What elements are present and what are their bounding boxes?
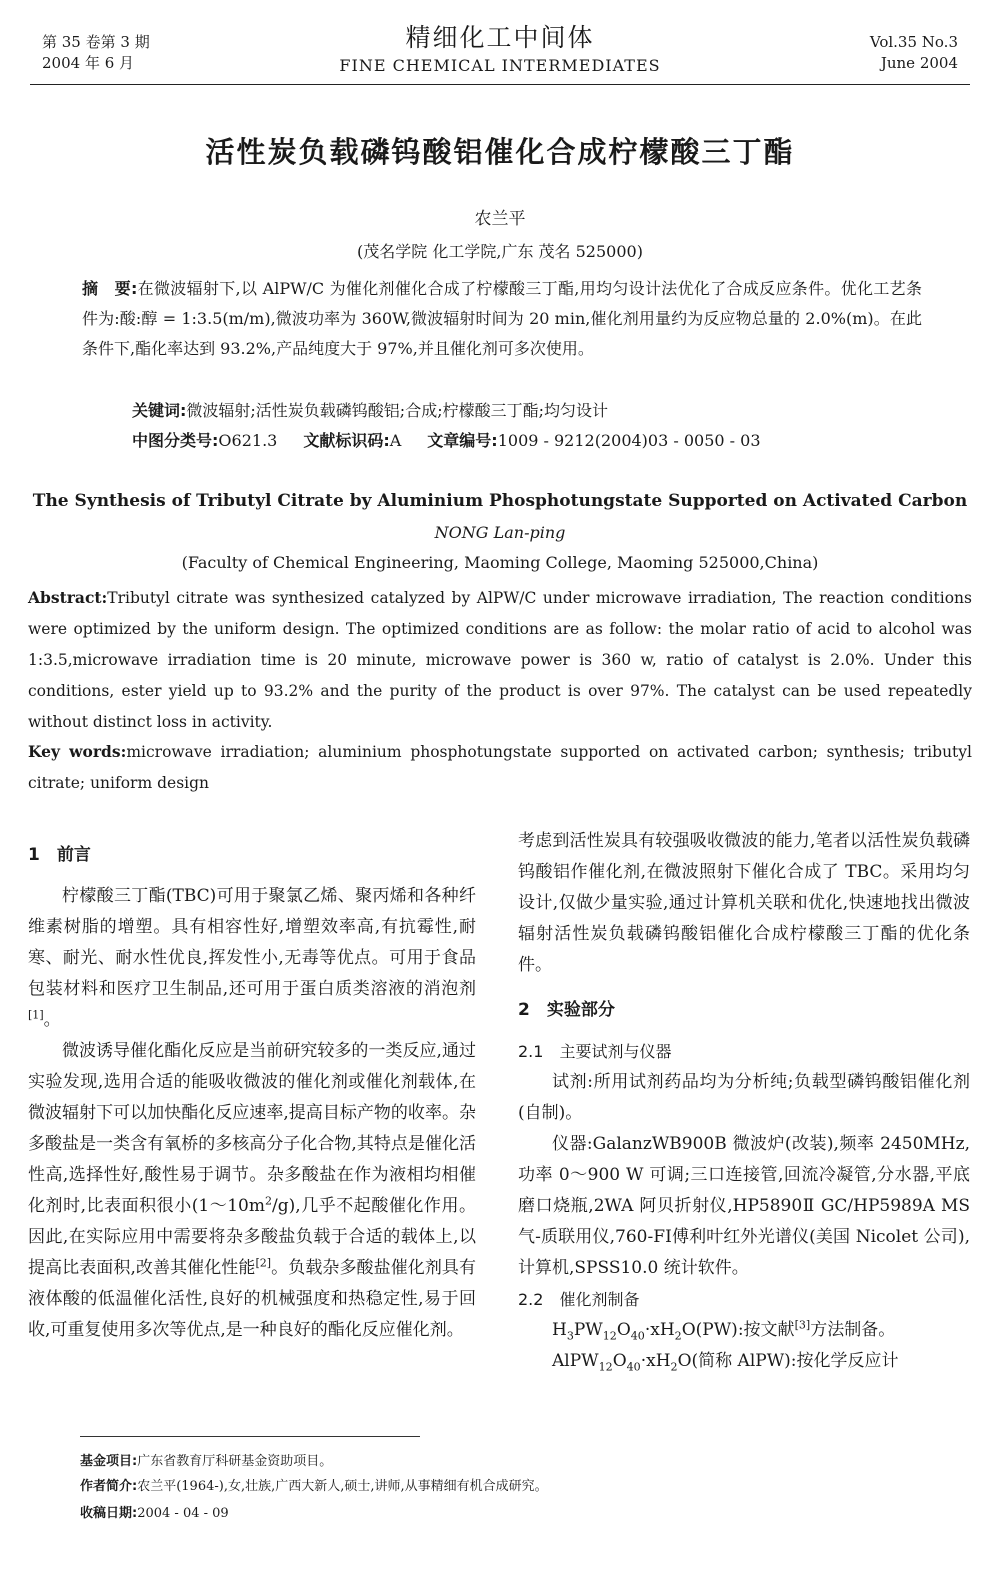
citation-ref: [2]	[255, 1256, 272, 1270]
keywords-en	[28, 736, 972, 799]
keywords-cn-text: 微波辐射;活性炭负载磷钨酸铝;合成;柠檬酸三丁酯;均匀设计	[186, 401, 608, 420]
journal-masthead	[0, 22, 1000, 76]
section-1-paragraph-2: 微波诱导催化酯化反应是当前研究较多的一类反应,通过实验发现,选用合适的能吸收微波的催化剂或催化剂载体,在微波辐射下可以加快酯化反应速率,提高目标产物的收率。杂多酸盐是一类含有氧桥的多核高分子化合物,其特点是催化活性高,选择性好,酸性易于调节。杂多酸盐在作为液相均相催化剂时,比表面积很小$(1\sim 10m^2/g)$,几乎不起酸催化作用。因此,在实际应用中需要将杂多酸盐负载于合适的载体上,以提高比表面积,改善其催化性能[2]。负载杂多酸盐催化剂具有液体酸的低温催化活性,良好的机械强度和热稳定性,易于回收,可重复使用多次等优点,是一种良好的酯化反应催化剂。	[28, 1041, 477, 1340]
footnote-funding: 基金项目:广东省教育厅科研基金资助项目。	[80, 1454, 333, 1469]
header-issue-info-en	[870, 32, 958, 74]
clc-value: O621.3	[218, 431, 278, 450]
abstract-en-text: Tributyl citrate was synthesized catalyzed by AlPW/C under microwave irradiation, The reaction conditions were optimized by the uniform design. The optimized conditions are as follow: the molar ratio of acid to alcohol was 1:3.5,microwave irradiation time is 20 minute, microwave power is 360 w, ratio of catalyst is 2.0%. Under this conditions, ester yield up to 93.2% and the purity of the product is over 97%. The catalyst can be used repeatedly without distinct loss in activity.	[28, 589, 972, 731]
abstract-cn-label: 摘 要:	[82, 279, 138, 298]
subsection-2-1-heading: 2.1 主要试剂与仪器	[518, 1042, 672, 1061]
instruments-paragraph: 仪器:GalanzWB900B 微波炉(改装),频率 2450MHz,功率 0～900 W 可调;三口连接管,回流冷凝管,分水器,平底磨口烧瓶,2WA 阿贝折射仪,HP5890Ⅱ GC/HP5989A MS 气-质联用仪,760-FⅠ傅利叶红外光谱仪(美国 Nicolet 公司),计算机,SPSS10.0 统计软件。	[518, 1134, 970, 1278]
citation-ref: [3]	[794, 1318, 811, 1332]
abstract-en	[28, 582, 972, 738]
affiliation-en: (Faculty of Chemical Engineering, Maoming College, Maoming 525000,China)	[181, 553, 819, 572]
abstract-cn-text: 在微波辐射下,以 AlPW/C 为催化剂催化合成了柠檬酸三丁酯,用均匀设计法优化了合成反应条件。优化工艺条件为:酸:醇 = 1:3.5(m/m),微波功率为 360W,微波辐射时间为 20 min,催化剂用量约为反应物总量的 2.0%(m)。在此条件下,酯化率达到 93.2%,产品纯度大于 97%,并且催化剂可多次使用。	[82, 279, 922, 358]
header-date: 2004 年 6 月	[42, 54, 135, 72]
author-cn: 农兰平	[474, 209, 526, 229]
classification-line	[132, 428, 932, 454]
keywords-cn-label: 关键词:	[132, 401, 187, 420]
reagents-paragraph: 试剂:所用试剂药品均为分析纯;负载型磷钨酸铝催化剂(自制)。	[518, 1072, 970, 1123]
doc-code-label: 文献标识码:	[303, 431, 390, 450]
subsection-2-2-heading: 2.2 催化剂制备	[518, 1290, 640, 1309]
article-title-en: The Synthesis of Tributyl Citrate by Aluminium Phosphotungstate Supported on Activated Carbon	[32, 491, 968, 511]
affiliation-cn: (茂名学院 化工学院,广东 茂名 525000)	[357, 242, 643, 261]
article-number-label: 文章编号:	[427, 431, 498, 450]
section-1-heading: 1 前言	[28, 845, 91, 865]
abstract-cn	[82, 274, 922, 364]
article-title-cn: 活性炭负载磷钨酸铝催化合成柠檬酸三丁酯	[205, 135, 795, 169]
journal-title-cn: 精细化工中间体	[405, 23, 595, 52]
section-1-paragraph-3: 考虑到活性炭具有较强吸收微波的能力,笔者以活性炭负载磷钨酸铝作催化剂,在微波照射下催化合成了 TBC。采用均匀设计,仅做少量实验,通过计算机关联和优化,快速地找出微波辐射活性炭负载磷钨酸铝催化合成柠檬酸三丁酯的优化条件。	[518, 831, 970, 975]
header-rule	[30, 84, 970, 85]
catalyst-prep-line-2: $AlPW_{12}O_{40}\cdot xH_2O$(简称 AlPW):按化学反应计	[552, 1351, 899, 1374]
abstract-en-label: Abstract:	[28, 588, 108, 607]
keywords-en-text: microwave irradiation; aluminium phosphotungstate supported on activated carbon; synthesis; tributyl citrate; uniform design	[28, 743, 972, 792]
clc-label: 中图分类号:	[132, 431, 219, 450]
footnote-received-date: 收稿日期:2004 - 04 - 09	[80, 1506, 229, 1521]
article-number-value: 1009 - 9212(2004)03 - 0050 - 03	[497, 431, 761, 450]
section-2-heading: 2 实验部分	[518, 1000, 615, 1020]
journal-title-en: FINE CHEMICAL INTERMEDIATES	[339, 56, 661, 75]
header-date-en: June 2004	[880, 54, 958, 72]
keywords-en-label: Key words:	[28, 742, 127, 761]
body-column-left	[28, 832, 476, 1346]
catalyst-prep-line-1: $H_3PW_{12}O_{40}\cdot xH_2O(PW)$:按文献[3]方法制备。	[552, 1318, 896, 1343]
header-volume: 第 35 卷第 3 期	[42, 33, 150, 51]
header-volume-en: Vol.35 No.3	[869, 33, 958, 51]
keywords-cn	[132, 398, 932, 424]
author-en: NONG Lan-ping	[434, 523, 566, 542]
doc-code-value: A	[389, 431, 402, 450]
body-column-right	[518, 826, 970, 1377]
footnote-rule	[80, 1436, 420, 1437]
footnote-author-bio: 作者简介:农兰平(1964-),女,壮族,广西大新人,硕士,讲师,从事精细有机合成研究。	[80, 1479, 548, 1494]
citation-ref: [1]	[28, 1008, 44, 1022]
section-1-paragraph-1: 柠檬酸三丁酯(TBC)可用于聚氯乙烯、聚丙烯和各种纤维素树脂的增塑。具有相容性好,增塑效率高,有抗霉性,耐寒、耐光、耐水性优良,挥发性小,无毒等优点。可用于食品包装材料和医疗卫生制品,还可用于蛋白质类溶液的消泡剂[1]。	[28, 886, 476, 1030]
